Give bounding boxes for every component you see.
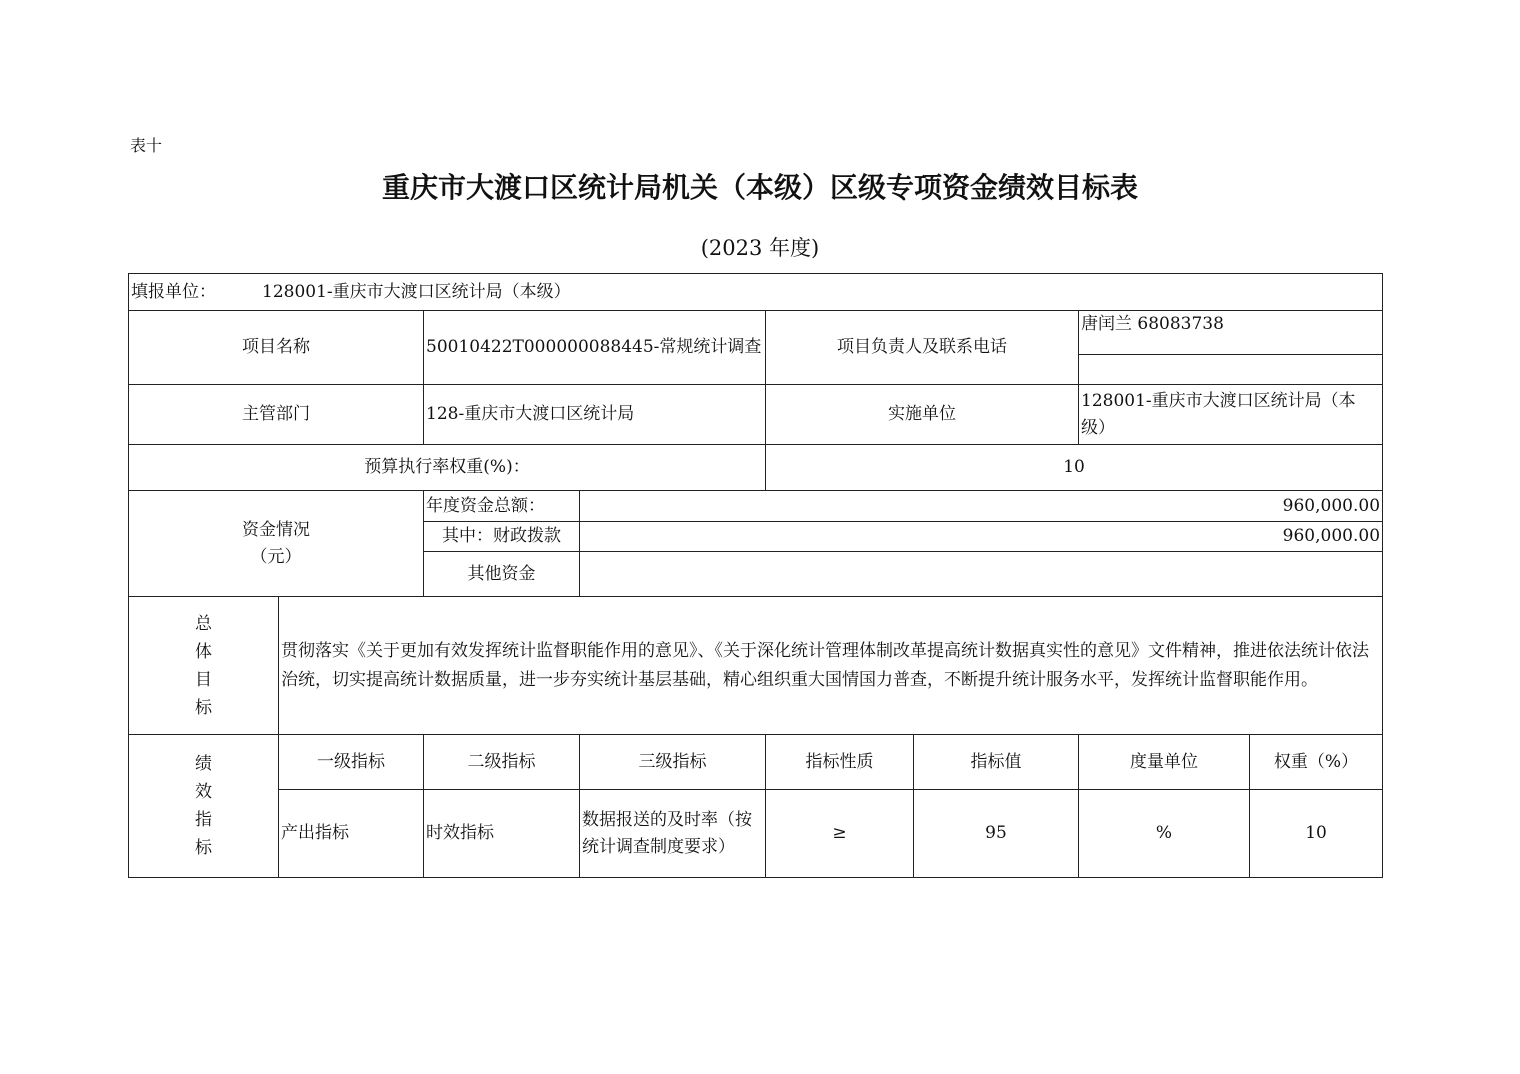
project-contact-value: 唐闰兰 68083738 [1079,311,1383,355]
indicator-level1: 产出指标 [279,790,424,878]
indicator-unit: % [1079,790,1250,878]
funds-other-label: 其他资金 [424,552,580,597]
indicators-label-char: 指 [195,810,212,830]
overall-goal-text: 贯彻落实《关于更加有效发挥统计监督职能作用的意见》、《关于深化统计管理体制改革提高统计数据真实性的意见》文件精神，推进依法统计依法治统，切实提高统计数据质量，进一步夯实统计基层基础，精心组织重大国情国力普查，不断提升统计服务水平，发挥统计监督职能作用。 [279,597,1383,735]
department-value: 128-重庆市大渡口区统计局 [424,385,766,445]
indicator-level3: 数据报送的及时率（按统计调查制度要求） [580,790,766,878]
project-contact-empty [1079,355,1383,385]
funds-total-label: 年度资金总额： [424,491,580,522]
funds-label-line1: 资金情况 [242,519,310,540]
project-contact-label: 项目负责人及联系电话 [766,311,1079,385]
indicator-header-level2: 二级指标 [424,735,580,790]
budget-weight-label: 预算执行率权重(%)： [129,445,766,491]
filing-unit-row [129,274,1383,311]
overall-goal-label-char: 标 [195,697,212,718]
document-year: (2023 年度) [700,236,820,260]
indicators-label-char: 效 [195,782,212,802]
indicator-value: 95 [914,790,1079,878]
indicator-header-unit: 度量单位 [1079,735,1250,790]
overall-goal-label-char: 体 [195,641,212,662]
indicator-weight: 10 [1250,790,1383,878]
indicators-label-char: 绩 [195,754,212,774]
filing-unit-value: 128001-重庆市大渡口区统计局（本级） [262,281,571,302]
performance-target-table [128,273,1383,878]
department-label: 主管部门 [129,385,424,445]
indicator-level2: 时效指标 [424,790,580,878]
document-title: 重庆市大渡口区统计局机关（本级）区级专项资金绩效目标表 [381,171,1138,204]
budget-weight-value: 10 [766,445,1383,491]
project-name-value: 50010422T000000088445-常规统计调查 [424,311,766,385]
overall-goal-label-char: 总 [195,613,212,634]
overall-goal-label [129,597,279,735]
table-row [129,790,1383,878]
filing-unit-label: 填报单位： [131,281,216,302]
indicator-header-nature: 指标性质 [766,735,914,790]
indicators-label-char: 标 [195,838,212,858]
implementing-unit-label: 实施单位 [766,385,1079,445]
indicator-header-level1: 一级指标 [279,735,424,790]
indicator-header-value: 指标值 [914,735,1079,790]
funds-label-line2: （元） [250,546,302,567]
funds-other-value [580,552,1383,597]
funds-fiscal-label: 其中：财政拨款 [424,522,580,552]
funds-label [129,491,424,597]
funds-fiscal-value: 960,000.00 [580,522,1383,552]
indicators-label [129,735,279,878]
funds-total-value: 960,000.00 [580,491,1383,522]
indicator-nature: ≥ [766,790,914,878]
implementing-unit-value: 128001-重庆市大渡口区统计局（本级） [1079,385,1383,445]
indicator-header-weight: 权重（%） [1250,735,1383,790]
overall-goal-label-char: 目 [195,669,212,690]
table-label: 表十 [130,136,163,155]
project-name-label: 项目名称 [129,311,424,385]
indicator-header-level3: 三级指标 [580,735,766,790]
